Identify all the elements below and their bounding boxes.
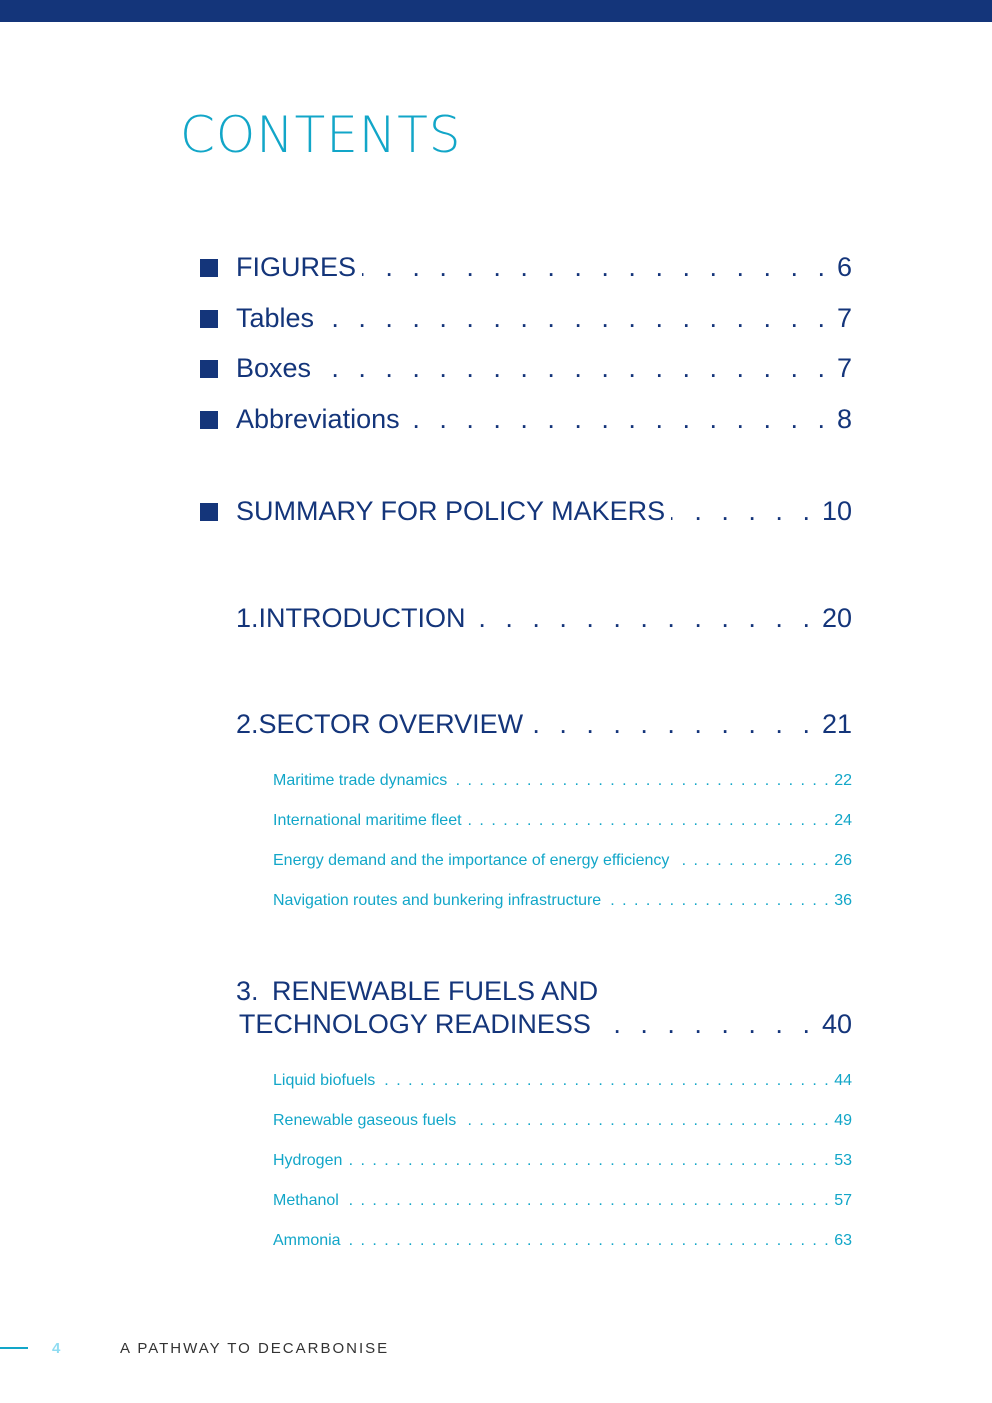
section-label: Maritime trade dynamics [273,772,448,789]
section-page: 53 [834,1152,852,1169]
section-label: Renewable gaseous fuels [273,1112,457,1129]
entry-page: 6 [836,252,852,282]
toc-section[interactable] [273,1072,852,1090]
bullet-square-icon [200,411,218,429]
entry-label: SUMMARY FOR POLICY MAKERS [236,496,666,526]
toc-section[interactable] [273,1112,852,1130]
leader-dots [605,892,830,910]
leader-dots [460,1112,830,1130]
toc-entry-tables[interactable] [236,303,852,334]
footer-rule [0,1347,28,1349]
leader-dots [320,303,831,334]
leader-dots [671,496,816,527]
leader-dots [406,404,831,435]
toc-section[interactable] [273,1152,852,1170]
section-label: Methanol [273,1192,339,1209]
section-page: 36 [834,892,852,909]
entry-page: 21 [821,709,852,739]
toc-entry-figures[interactable] [236,252,852,283]
leader-dots [362,252,831,283]
bullet-square-icon [200,259,218,277]
bullet-square-icon [200,310,218,328]
entry-label: RENEWABLE FUELS AND [272,976,599,1006]
entry-label: INTRODUCTION [258,603,466,633]
section-page: 63 [834,1232,852,1249]
page-title: CONTENTS [180,106,462,164]
bullet-square-icon [200,503,218,521]
section-label: Energy demand and the importance of energy efficiency [273,852,670,869]
toc-entry-boxes[interactable] [236,353,852,384]
toc-section[interactable] [273,852,852,870]
entry-page: 10 [821,496,852,526]
toc-chapter-3[interactable] [236,1009,852,1040]
footer-page-number: 4 [52,1340,61,1357]
entry-label: Abbreviations [236,404,400,434]
section-label: International maritime fleet [273,812,462,829]
section-page: 49 [834,1112,852,1129]
section-page: 57 [834,1192,852,1209]
entry-label: FIGURES [236,252,357,282]
leader-dots [673,852,830,870]
leader-dots [346,1152,830,1170]
leader-dots [343,1192,830,1210]
leader-dots [379,1072,830,1090]
entry-page: 20 [821,603,852,633]
bullet-square-icon [200,360,218,378]
toc-chapter-2[interactable] [236,709,852,740]
chapter-number: 2. [236,709,259,739]
top-bar [0,0,992,22]
toc-section[interactable] [273,1232,852,1250]
toc-section[interactable] [273,812,852,830]
leader-dots [472,603,816,634]
toc-chapter-3-line1[interactable] [236,976,852,1007]
section-page: 44 [834,1072,852,1089]
section-label: Liquid biofuels [273,1072,376,1089]
toc-section[interactable] [273,892,852,910]
entry-label: Boxes [236,353,312,383]
section-page: 22 [834,772,852,789]
entry-page: 7 [836,303,852,333]
chapter-number: 3. [236,976,259,1006]
entry-label: TECHNOLOGY READINESS [238,1009,591,1039]
entry-page: 7 [836,353,852,383]
leader-dots [317,353,831,384]
entry-page: 8 [836,404,852,434]
chapter-number: 1. [236,603,259,633]
section-label: Hydrogen [273,1152,343,1169]
entry-label: SECTOR OVERVIEW [258,709,524,739]
toc-section[interactable] [273,1192,852,1210]
entry-label: Tables [236,303,315,333]
entry-page: 40 [821,1009,852,1039]
leader-dots [451,772,830,790]
leader-dots [529,709,816,740]
leader-dots [466,812,831,830]
toc-chapter-1[interactable] [236,603,852,634]
footer-title: A PATHWAY TO DECARBONISE [120,1340,390,1357]
section-label: Navigation routes and bunkering infrastructure [273,892,602,909]
toc-entry-abbreviations[interactable] [236,404,852,435]
leader-dots [345,1232,831,1250]
toc-section[interactable] [273,772,852,790]
leader-dots [597,1009,816,1040]
section-page: 24 [834,812,852,829]
toc-entry-summary[interactable] [236,496,852,527]
section-page: 26 [834,852,852,869]
section-label: Ammonia [273,1232,341,1249]
